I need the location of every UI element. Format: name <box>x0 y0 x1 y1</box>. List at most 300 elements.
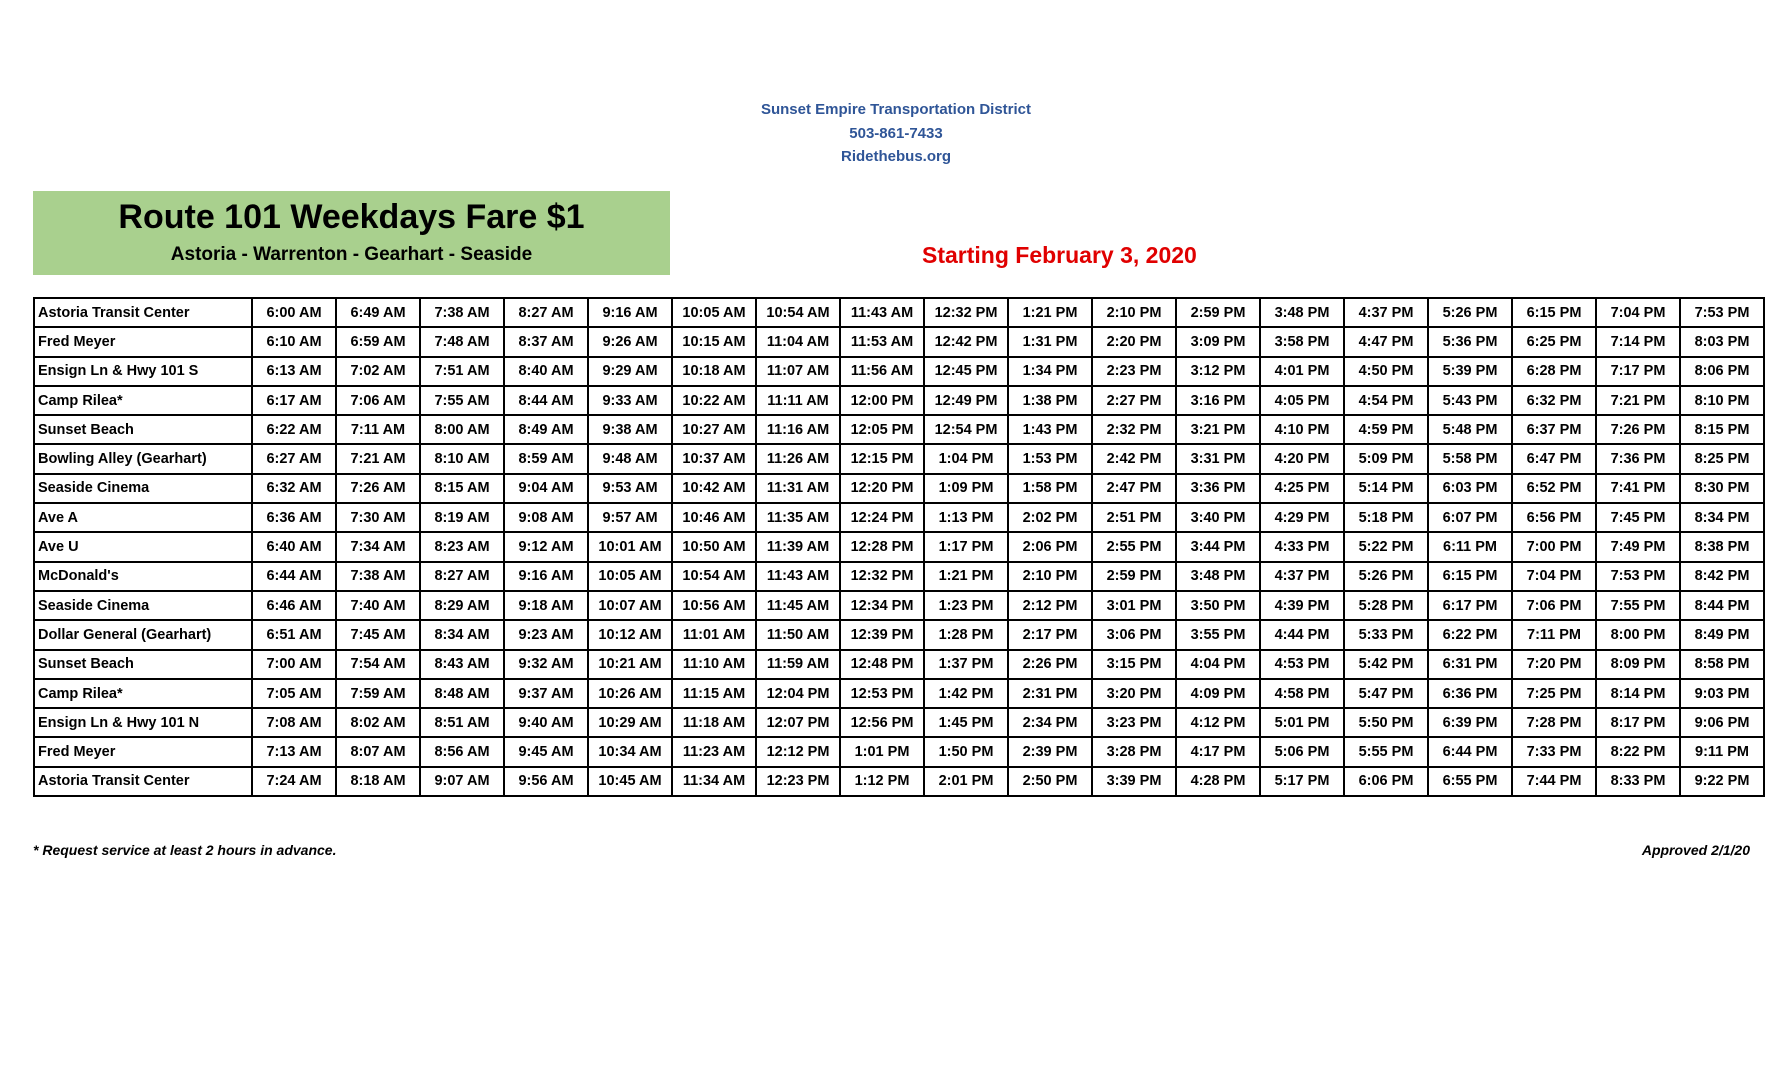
time-cell: 12:53 PM <box>840 679 924 708</box>
time-cell: 10:18 AM <box>672 357 756 386</box>
time-cell: 8:00 PM <box>1596 620 1680 649</box>
time-cell: 4:29 PM <box>1260 503 1344 532</box>
table-row <box>34 650 1764 679</box>
time-cell: 8:09 PM <box>1596 650 1680 679</box>
time-cell: 1:53 PM <box>1008 444 1092 473</box>
time-cell: 7:53 PM <box>1680 298 1764 327</box>
time-cell: 11:26 AM <box>756 444 840 473</box>
time-cell: 6:39 PM <box>1428 708 1512 737</box>
time-cell: 1:09 PM <box>924 474 1008 503</box>
time-cell: 7:06 PM <box>1512 591 1596 620</box>
time-cell: 7:55 PM <box>1596 591 1680 620</box>
time-cell: 8:37 AM <box>504 327 588 356</box>
time-cell: 6:07 PM <box>1428 503 1512 532</box>
time-cell: 1:28 PM <box>924 620 1008 649</box>
time-cell: 10:56 AM <box>672 591 756 620</box>
time-cell: 7:59 AM <box>336 679 420 708</box>
time-cell: 2:12 PM <box>1008 591 1092 620</box>
time-cell: 8:15 AM <box>420 474 504 503</box>
time-cell: 2:39 PM <box>1008 737 1092 766</box>
time-cell: 3:28 PM <box>1092 737 1176 766</box>
time-cell: 6:31 PM <box>1428 650 1512 679</box>
time-cell: 2:34 PM <box>1008 708 1092 737</box>
time-cell: 1:17 PM <box>924 532 1008 561</box>
time-cell: 10:50 AM <box>672 532 756 561</box>
time-cell: 1:42 PM <box>924 679 1008 708</box>
stop-name-cell: Ensign Ln & Hwy 101 S <box>34 357 252 386</box>
time-cell: 7:26 PM <box>1596 415 1680 444</box>
time-cell: 6:25 PM <box>1512 327 1596 356</box>
time-cell: 11:53 AM <box>840 327 924 356</box>
time-cell: 1:50 PM <box>924 737 1008 766</box>
time-cell: 1:37 PM <box>924 650 1008 679</box>
time-cell: 3:39 PM <box>1092 767 1176 796</box>
time-cell: 4:20 PM <box>1260 444 1344 473</box>
time-cell: 8:38 PM <box>1680 532 1764 561</box>
time-cell: 4:25 PM <box>1260 474 1344 503</box>
stop-name-cell: McDonald's <box>34 562 252 591</box>
time-cell: 7:49 PM <box>1596 532 1680 561</box>
time-cell: 6:47 PM <box>1512 444 1596 473</box>
time-cell: 12:32 PM <box>840 562 924 591</box>
time-cell: 3:31 PM <box>1176 444 1260 473</box>
time-cell: 6:22 PM <box>1428 620 1512 649</box>
time-cell: 7:17 PM <box>1596 357 1680 386</box>
table-row <box>34 562 1764 591</box>
time-cell: 12:45 PM <box>924 357 1008 386</box>
time-cell: 5:39 PM <box>1428 357 1512 386</box>
time-cell: 11:45 AM <box>756 591 840 620</box>
agency-name: Sunset Empire Transportation District <box>760 101 1032 118</box>
time-cell: 5:47 PM <box>1344 679 1428 708</box>
time-cell: 2:01 PM <box>924 767 1008 796</box>
time-cell: 12:54 PM <box>924 415 1008 444</box>
time-cell: 7:33 PM <box>1512 737 1596 766</box>
time-cell: 7:05 AM <box>252 679 336 708</box>
time-cell: 6:36 PM <box>1428 679 1512 708</box>
time-cell: 5:42 PM <box>1344 650 1428 679</box>
time-cell: 11:07 AM <box>756 357 840 386</box>
time-cell: 7:30 AM <box>336 503 420 532</box>
time-cell: 7:20 PM <box>1512 650 1596 679</box>
stop-name-cell: Fred Meyer <box>34 327 252 356</box>
time-cell: 3:50 PM <box>1176 591 1260 620</box>
time-cell: 9:57 AM <box>588 503 672 532</box>
time-cell: 2:47 PM <box>1092 474 1176 503</box>
time-cell: 5:36 PM <box>1428 327 1512 356</box>
time-cell: 4:33 PM <box>1260 532 1344 561</box>
time-cell: 9:18 AM <box>504 591 588 620</box>
time-cell: 7:38 AM <box>420 298 504 327</box>
time-cell: 10:01 AM <box>588 532 672 561</box>
time-cell: 5:26 PM <box>1344 562 1428 591</box>
time-cell: 8:18 AM <box>336 767 420 796</box>
time-cell: 12:00 PM <box>840 386 924 415</box>
time-cell: 2:31 PM <box>1008 679 1092 708</box>
time-cell: 6:40 AM <box>252 532 336 561</box>
time-cell: 11:35 AM <box>756 503 840 532</box>
time-cell: 3:20 PM <box>1092 679 1176 708</box>
time-cell: 4:04 PM <box>1176 650 1260 679</box>
time-cell: 7:24 AM <box>252 767 336 796</box>
time-cell: 8:00 AM <box>420 415 504 444</box>
time-cell: 7:36 PM <box>1596 444 1680 473</box>
time-cell: 7:06 AM <box>336 386 420 415</box>
time-cell: 3:55 PM <box>1176 620 1260 649</box>
time-cell: 1:45 PM <box>924 708 1008 737</box>
table-row <box>34 708 1764 737</box>
time-cell: 8:22 PM <box>1596 737 1680 766</box>
time-cell: 8:03 PM <box>1680 327 1764 356</box>
time-cell: 10:26 AM <box>588 679 672 708</box>
time-cell: 12:12 PM <box>756 737 840 766</box>
table-row <box>34 444 1764 473</box>
time-cell: 3:06 PM <box>1092 620 1176 649</box>
time-cell: 6:49 AM <box>336 298 420 327</box>
time-cell: 6:32 AM <box>252 474 336 503</box>
time-cell: 8:34 AM <box>420 620 504 649</box>
time-cell: 1:34 PM <box>1008 357 1092 386</box>
time-cell: 5:28 PM <box>1344 591 1428 620</box>
time-cell: 6:36 AM <box>252 503 336 532</box>
time-cell: 7:54 AM <box>336 650 420 679</box>
time-cell: 6:10 AM <box>252 327 336 356</box>
time-cell: 9:48 AM <box>588 444 672 473</box>
time-cell: 5:14 PM <box>1344 474 1428 503</box>
time-cell: 5:06 PM <box>1260 737 1344 766</box>
time-cell: 11:34 AM <box>672 767 756 796</box>
time-cell: 4:58 PM <box>1260 679 1344 708</box>
time-cell: 8:42 PM <box>1680 562 1764 591</box>
time-cell: 3:36 PM <box>1176 474 1260 503</box>
time-cell: 7:44 PM <box>1512 767 1596 796</box>
time-cell: 4:09 PM <box>1176 679 1260 708</box>
time-cell: 3:21 PM <box>1176 415 1260 444</box>
time-cell: 7:21 AM <box>336 444 420 473</box>
stop-name-cell: Ave U <box>34 532 252 561</box>
time-cell: 4:05 PM <box>1260 386 1344 415</box>
time-cell: 11:59 AM <box>756 650 840 679</box>
time-cell: 5:48 PM <box>1428 415 1512 444</box>
time-cell: 8:43 AM <box>420 650 504 679</box>
time-cell: 6:15 PM <box>1428 562 1512 591</box>
time-cell: 11:56 AM <box>840 357 924 386</box>
time-cell: 6:51 AM <box>252 620 336 649</box>
time-cell: 9:37 AM <box>504 679 588 708</box>
time-cell: 2:23 PM <box>1092 357 1176 386</box>
route-title: Route 101 Weekdays Fare $1 <box>118 198 585 236</box>
time-cell: 7:21 PM <box>1596 386 1680 415</box>
time-cell: 3:01 PM <box>1092 591 1176 620</box>
time-cell: 8:56 AM <box>420 737 504 766</box>
time-cell: 6:03 PM <box>1428 474 1512 503</box>
stop-name-cell: Sunset Beach <box>34 415 252 444</box>
time-cell: 9:03 PM <box>1680 679 1764 708</box>
time-cell: 3:12 PM <box>1176 357 1260 386</box>
time-cell: 12:04 PM <box>756 679 840 708</box>
time-cell: 12:34 PM <box>840 591 924 620</box>
time-cell: 1:04 PM <box>924 444 1008 473</box>
time-cell: 6:59 AM <box>336 327 420 356</box>
time-cell: 8:27 AM <box>504 298 588 327</box>
time-cell: 9:16 AM <box>504 562 588 591</box>
time-cell: 4:44 PM <box>1260 620 1344 649</box>
stop-name-cell: Seaside Cinema <box>34 591 252 620</box>
time-cell: 7:53 PM <box>1596 562 1680 591</box>
time-cell: 4:53 PM <box>1260 650 1344 679</box>
time-cell: 5:22 PM <box>1344 532 1428 561</box>
time-cell: 6:32 PM <box>1512 386 1596 415</box>
time-cell: 9:29 AM <box>588 357 672 386</box>
time-cell: 4:47 PM <box>1344 327 1428 356</box>
table-row <box>34 386 1764 415</box>
time-cell: 12:15 PM <box>840 444 924 473</box>
time-cell: 11:43 AM <box>840 298 924 327</box>
time-cell: 6:52 PM <box>1512 474 1596 503</box>
time-cell: 9:38 AM <box>588 415 672 444</box>
time-cell: 8:29 AM <box>420 591 504 620</box>
time-cell: 4:01 PM <box>1260 357 1344 386</box>
table-row <box>34 737 1764 766</box>
time-cell: 10:46 AM <box>672 503 756 532</box>
time-cell: 10:29 AM <box>588 708 672 737</box>
time-cell: 7:34 AM <box>336 532 420 561</box>
time-cell: 11:31 AM <box>756 474 840 503</box>
time-cell: 12:42 PM <box>924 327 1008 356</box>
time-cell: 3:16 PM <box>1176 386 1260 415</box>
time-cell: 7:45 AM <box>336 620 420 649</box>
time-cell: 5:17 PM <box>1260 767 1344 796</box>
time-cell: 2:20 PM <box>1092 327 1176 356</box>
time-cell: 6:55 PM <box>1428 767 1512 796</box>
time-cell: 7:04 PM <box>1596 298 1680 327</box>
time-cell: 9:07 AM <box>420 767 504 796</box>
time-cell: 10:21 AM <box>588 650 672 679</box>
time-cell: 8:58 PM <box>1680 650 1764 679</box>
time-cell: 10:12 AM <box>588 620 672 649</box>
time-cell: 7:14 PM <box>1596 327 1680 356</box>
time-cell: 10:37 AM <box>672 444 756 473</box>
time-cell: 8:49 AM <box>504 415 588 444</box>
table-row <box>34 620 1764 649</box>
time-cell: 9:22 PM <box>1680 767 1764 796</box>
agency-header <box>0 98 1792 169</box>
time-cell: 5:58 PM <box>1428 444 1512 473</box>
time-cell: 10:05 AM <box>672 298 756 327</box>
time-cell: 12:20 PM <box>840 474 924 503</box>
time-cell: 8:23 AM <box>420 532 504 561</box>
stop-name-cell: Sunset Beach <box>34 650 252 679</box>
stop-name-cell: Fred Meyer <box>34 737 252 766</box>
time-cell: 4:17 PM <box>1176 737 1260 766</box>
time-cell: 8:27 AM <box>420 562 504 591</box>
time-cell: 9:53 AM <box>588 474 672 503</box>
time-cell: 11:04 AM <box>756 327 840 356</box>
time-cell: 12:39 PM <box>840 620 924 649</box>
time-cell: 2:51 PM <box>1092 503 1176 532</box>
stop-name-cell: Bowling Alley (Gearhart) <box>34 444 252 473</box>
time-cell: 6:00 AM <box>252 298 336 327</box>
start-date: Starting February 3, 2020 <box>922 242 1197 268</box>
time-cell: 10:15 AM <box>672 327 756 356</box>
time-cell: 6:15 PM <box>1512 298 1596 327</box>
time-cell: 9:56 AM <box>504 767 588 796</box>
time-cell: 11:50 AM <box>756 620 840 649</box>
time-cell: 1:43 PM <box>1008 415 1092 444</box>
time-cell: 6:44 AM <box>252 562 336 591</box>
time-cell: 3:23 PM <box>1092 708 1176 737</box>
time-cell: 10:22 AM <box>672 386 756 415</box>
time-cell: 7:02 AM <box>336 357 420 386</box>
time-cell: 7:38 AM <box>336 562 420 591</box>
time-cell: 1:01 PM <box>840 737 924 766</box>
time-cell: 8:17 PM <box>1596 708 1680 737</box>
time-cell: 9:23 AM <box>504 620 588 649</box>
time-cell: 9:45 AM <box>504 737 588 766</box>
time-cell: 9:32 AM <box>504 650 588 679</box>
time-cell: 8:44 PM <box>1680 591 1764 620</box>
time-cell: 6:44 PM <box>1428 737 1512 766</box>
time-cell: 8:25 PM <box>1680 444 1764 473</box>
time-cell: 11:10 AM <box>672 650 756 679</box>
stop-name-cell: Ave A <box>34 503 252 532</box>
time-cell: 8:07 AM <box>336 737 420 766</box>
time-cell: 9:08 AM <box>504 503 588 532</box>
time-cell: 8:40 AM <box>504 357 588 386</box>
time-cell: 6:22 AM <box>252 415 336 444</box>
time-cell: 4:50 PM <box>1344 357 1428 386</box>
time-cell: 1:13 PM <box>924 503 1008 532</box>
time-cell: 1:21 PM <box>924 562 1008 591</box>
time-cell: 10:27 AM <box>672 415 756 444</box>
time-cell: 7:48 AM <box>420 327 504 356</box>
time-cell: 8:59 AM <box>504 444 588 473</box>
schedule-table <box>33 297 1765 797</box>
time-cell: 6:17 AM <box>252 386 336 415</box>
time-cell: 3:15 PM <box>1092 650 1176 679</box>
time-cell: 2:27 PM <box>1092 386 1176 415</box>
time-cell: 7:51 AM <box>420 357 504 386</box>
time-cell: 8:33 PM <box>1596 767 1680 796</box>
time-cell: 2:42 PM <box>1092 444 1176 473</box>
time-cell: 4:59 PM <box>1344 415 1428 444</box>
stop-name-cell: Camp Rilea* <box>34 679 252 708</box>
time-cell: 11:39 AM <box>756 532 840 561</box>
time-cell: 4:12 PM <box>1176 708 1260 737</box>
table-row <box>34 767 1764 796</box>
time-cell: 9:04 AM <box>504 474 588 503</box>
time-cell: 8:02 AM <box>336 708 420 737</box>
time-cell: 6:13 AM <box>252 357 336 386</box>
time-cell: 8:44 AM <box>504 386 588 415</box>
time-cell: 5:50 PM <box>1344 708 1428 737</box>
time-cell: 4:54 PM <box>1344 386 1428 415</box>
time-cell: 12:32 PM <box>924 298 1008 327</box>
time-cell: 6:37 PM <box>1512 415 1596 444</box>
time-cell: 2:32 PM <box>1092 415 1176 444</box>
time-cell: 8:34 PM <box>1680 503 1764 532</box>
time-cell: 7:00 AM <box>252 650 336 679</box>
time-cell: 5:43 PM <box>1428 386 1512 415</box>
time-cell: 12:24 PM <box>840 503 924 532</box>
table-row <box>34 679 1764 708</box>
time-cell: 3:40 PM <box>1176 503 1260 532</box>
stop-name-cell: Astoria Transit Center <box>34 767 252 796</box>
time-cell: 9:16 AM <box>588 298 672 327</box>
time-cell: 7:08 AM <box>252 708 336 737</box>
footnote: * Request service at least 2 hours in advance. <box>33 842 337 858</box>
time-cell: 8:30 PM <box>1680 474 1764 503</box>
table-row <box>34 327 1764 356</box>
table-row <box>34 503 1764 532</box>
time-cell: 10:34 AM <box>588 737 672 766</box>
time-cell: 8:10 PM <box>1680 386 1764 415</box>
time-cell: 5:55 PM <box>1344 737 1428 766</box>
time-cell: 12:56 PM <box>840 708 924 737</box>
agency-phone: 503-861-7433 <box>849 124 943 142</box>
time-cell: 10:05 AM <box>588 562 672 591</box>
time-cell: 7:55 AM <box>420 386 504 415</box>
time-cell: 12:28 PM <box>840 532 924 561</box>
time-cell: 1:31 PM <box>1008 327 1092 356</box>
time-cell: 2:50 PM <box>1008 767 1092 796</box>
time-cell: 7:11 AM <box>336 415 420 444</box>
time-cell: 1:21 PM <box>1008 298 1092 327</box>
time-cell: 9:26 AM <box>588 327 672 356</box>
time-cell: 8:19 AM <box>420 503 504 532</box>
time-cell: 1:12 PM <box>840 767 924 796</box>
stop-name-cell: Dollar General (Gearhart) <box>34 620 252 649</box>
time-cell: 8:10 AM <box>420 444 504 473</box>
time-cell: 10:42 AM <box>672 474 756 503</box>
time-cell: 4:10 PM <box>1260 415 1344 444</box>
time-cell: 8:51 AM <box>420 708 504 737</box>
time-cell: 5:26 PM <box>1428 298 1512 327</box>
time-cell: 9:33 AM <box>588 386 672 415</box>
table-row <box>34 532 1764 561</box>
time-cell: 3:44 PM <box>1176 532 1260 561</box>
time-cell: 11:16 AM <box>756 415 840 444</box>
time-cell: 4:28 PM <box>1176 767 1260 796</box>
time-cell: 11:15 AM <box>672 679 756 708</box>
time-cell: 2:59 PM <box>1092 562 1176 591</box>
time-cell: 11:01 AM <box>672 620 756 649</box>
time-cell: 7:41 PM <box>1596 474 1680 503</box>
time-cell: 8:14 PM <box>1596 679 1680 708</box>
time-cell: 5:18 PM <box>1344 503 1428 532</box>
time-cell: 5:09 PM <box>1344 444 1428 473</box>
time-cell: 1:23 PM <box>924 591 1008 620</box>
time-cell: 10:54 AM <box>672 562 756 591</box>
time-cell: 11:23 AM <box>672 737 756 766</box>
time-cell: 1:38 PM <box>1008 386 1092 415</box>
time-cell: 10:45 AM <box>588 767 672 796</box>
time-cell: 10:54 AM <box>756 298 840 327</box>
time-cell: 7:04 PM <box>1512 562 1596 591</box>
time-cell: 10:07 AM <box>588 591 672 620</box>
time-cell: 11:11 AM <box>756 386 840 415</box>
time-cell: 4:39 PM <box>1260 591 1344 620</box>
time-cell: 3:48 PM <box>1176 562 1260 591</box>
approved-date: Approved 2/1/20 <box>1641 842 1750 858</box>
time-cell: 6:28 PM <box>1512 357 1596 386</box>
time-cell: 8:06 PM <box>1680 357 1764 386</box>
time-cell: 7:45 PM <box>1596 503 1680 532</box>
time-cell: 7:13 AM <box>252 737 336 766</box>
time-cell: 7:28 PM <box>1512 708 1596 737</box>
time-cell: 6:46 AM <box>252 591 336 620</box>
time-cell: 11:18 AM <box>672 708 756 737</box>
